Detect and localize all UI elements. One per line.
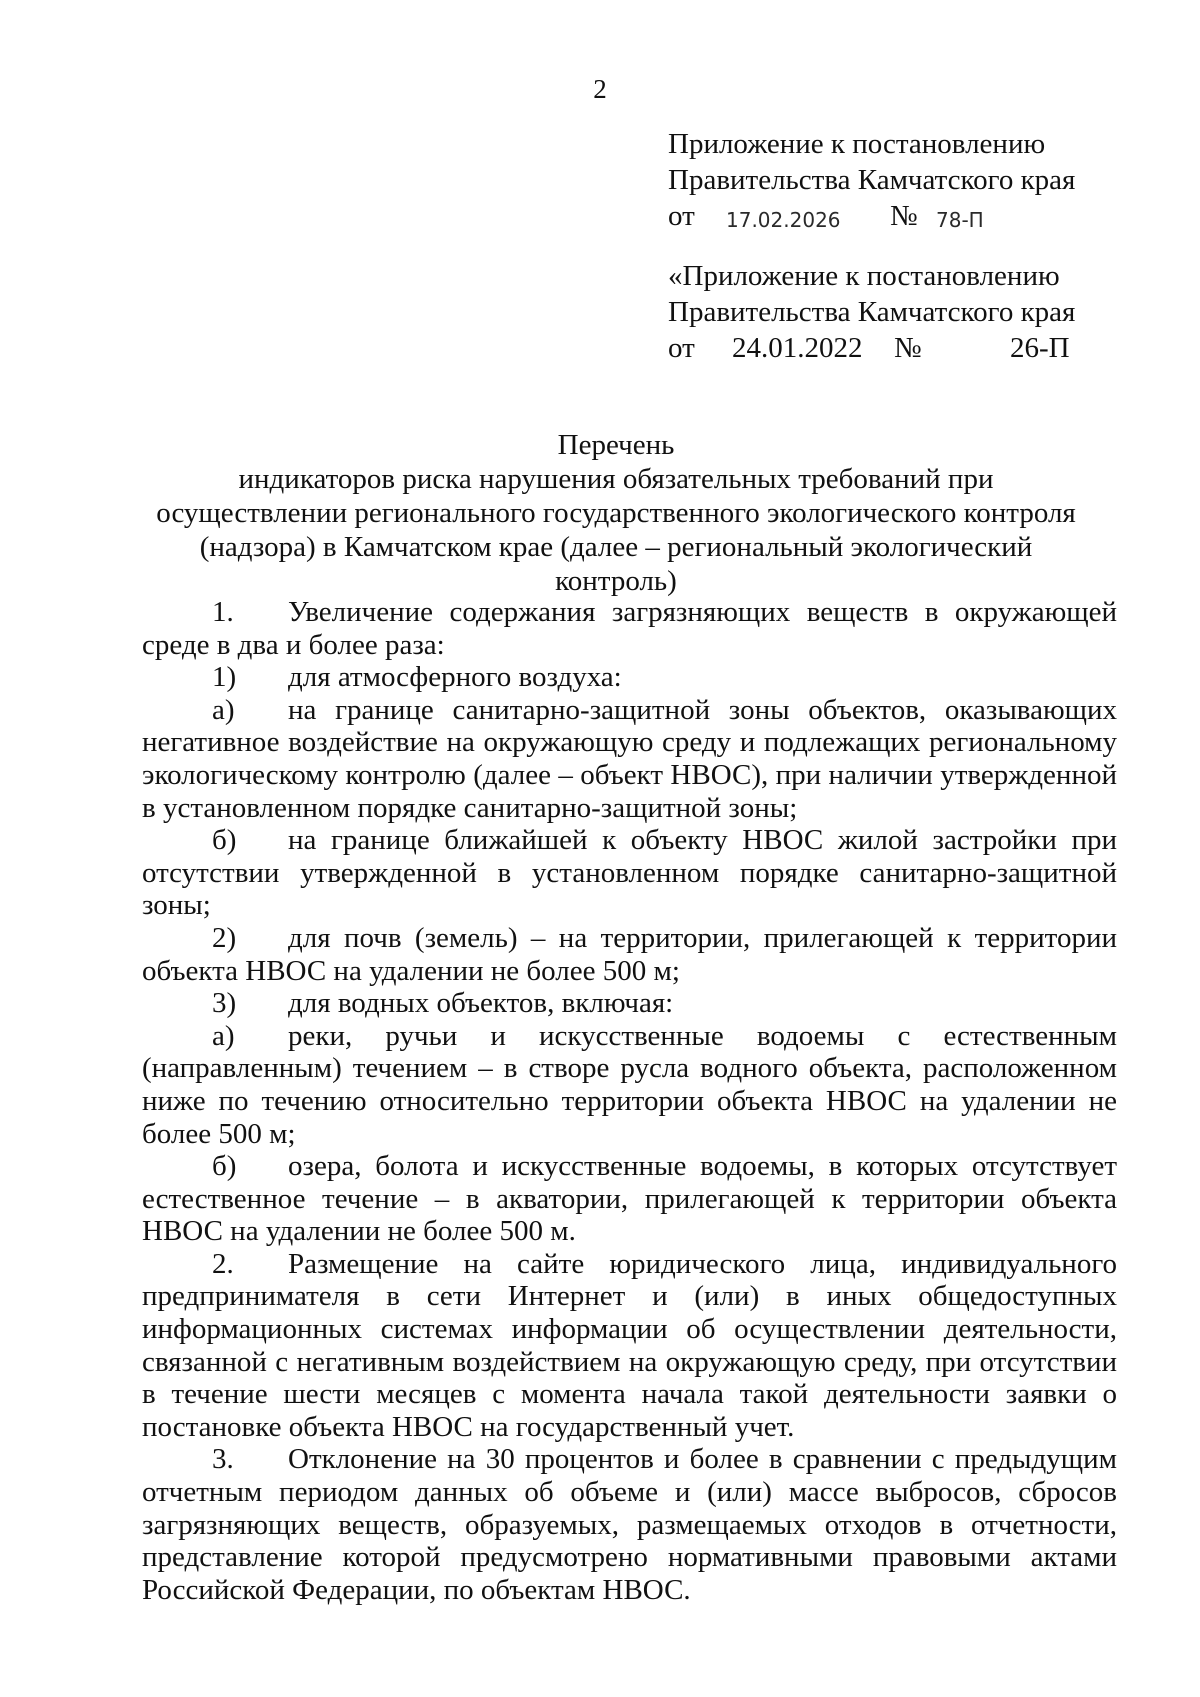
list-item [142,1020,1117,1150]
list-item [142,1248,1117,1444]
appendix-line2: Правительства Камчатского края [668,296,1076,328]
appendix-line2: Правительства Камчатского края [668,164,1076,196]
item-text: для водных объектов, включая: [288,987,674,1020]
list-item [142,1443,1117,1606]
item-text: озера, болота и искусственные водоемы, в которых отсутствует естественное течение – в акватории, прилегающей к территории объекта НВОС на удалении не более 500 м. [142,1150,1117,1248]
item-text: для почв (земель) – на территории, прилегающей к территории объекта НВОС на удалении не более 500 м; [142,921,1117,987]
list-item [142,824,1117,922]
number-label: № [890,200,918,232]
appendix-date: 24.01.2022 [732,332,863,364]
item-text: на границе ближайшей к объекту НВОС жилой застройки при отсутствии утвержденной в установленном порядке санитарно-защитной зоны; [142,824,1117,922]
list-item [142,987,1117,1020]
list-item [142,596,1117,661]
document-title [142,428,1090,598]
item-number: а) [212,693,235,726]
item-number: б) [212,1150,237,1183]
item-number: 3. [212,1443,234,1476]
appendix-number: 26-П [1010,332,1070,364]
item-text: на границе санитарно-защитной зоны объектов, оказывающих негативное воздействие на окружающую среду и подлежащих региональному экологическому контролю (далее – объект НВОС), при наличии утвержденной в установленном порядке санитарно-защитной зоны; [142,693,1117,824]
item-number: а) [212,1019,235,1052]
appendix-line1: Приложение к постановлению [668,128,1046,160]
list-item [142,922,1117,987]
title-subtitle: индикаторов риска нарушения обязательных требований при осуществлении регионального государственного экологического контроля (надзора) в Камчатском крае (далее – региональный экологический контроль) [156,463,1076,597]
page-number: 2 [593,74,607,104]
appendix-date-row [668,198,1075,234]
item-number: 2) [212,921,237,954]
item-text: Увеличение содержания загрязняющих веществ в окружающей среде в два и более раза: [142,596,1117,661]
appendix-date-row [668,330,1075,366]
document-body [142,596,1117,1606]
list-item [142,661,1117,694]
item-text: реки, ручьи и искусственные водоемы с естественным (направленным) течением – в створе русла водного объекта, расположенном ниже по течению относительно территории объекта НВОС на удалении не более 500 м; [142,1019,1117,1150]
number-label: № [894,332,922,364]
from-label: от [668,332,695,364]
item-number: 1) [212,661,237,694]
item-number: 2. [212,1247,234,1280]
handwritten-number: 78-П [936,208,984,232]
handwritten-date: 17.02.2026 [726,208,841,232]
appendix-header-new [668,126,1075,234]
list-item [142,1150,1117,1248]
from-label: от [668,200,695,232]
appendix-header-old [668,258,1075,366]
title-head: Перечень [557,429,675,461]
item-number: 1. [212,596,234,628]
appendix-line1: «Приложение к постановлению [668,260,1060,292]
item-text: Размещение на сайте юридического лица, индивидуального предпринимателя в сети Интернет и (или) в иных общедоступных информационных системах информации об осуществлении деятельности, связанной с негативным воздействием на окружающую среду, при отсутствии в течение шести месяцев с момента начала такой деятельности заявки о постановке объекта НВОС на государственный учет. [142,1247,1117,1443]
item-number: б) [212,824,237,857]
list-item [142,694,1117,824]
item-number: 3) [212,987,237,1020]
item-text: для атмосферного воздуха: [288,661,622,694]
item-text: Отклонение на 30 процентов и более в сравнении с предыдущим отчетным периодом данных об объеме и (или) массе выбросов, сбросов загрязняющих веществ, образуемых, размещаемых отходов в отчетности, представление которой предусмотрено нормативными правовыми актами Российской Федерации, по объектам НВОС. [142,1443,1117,1606]
